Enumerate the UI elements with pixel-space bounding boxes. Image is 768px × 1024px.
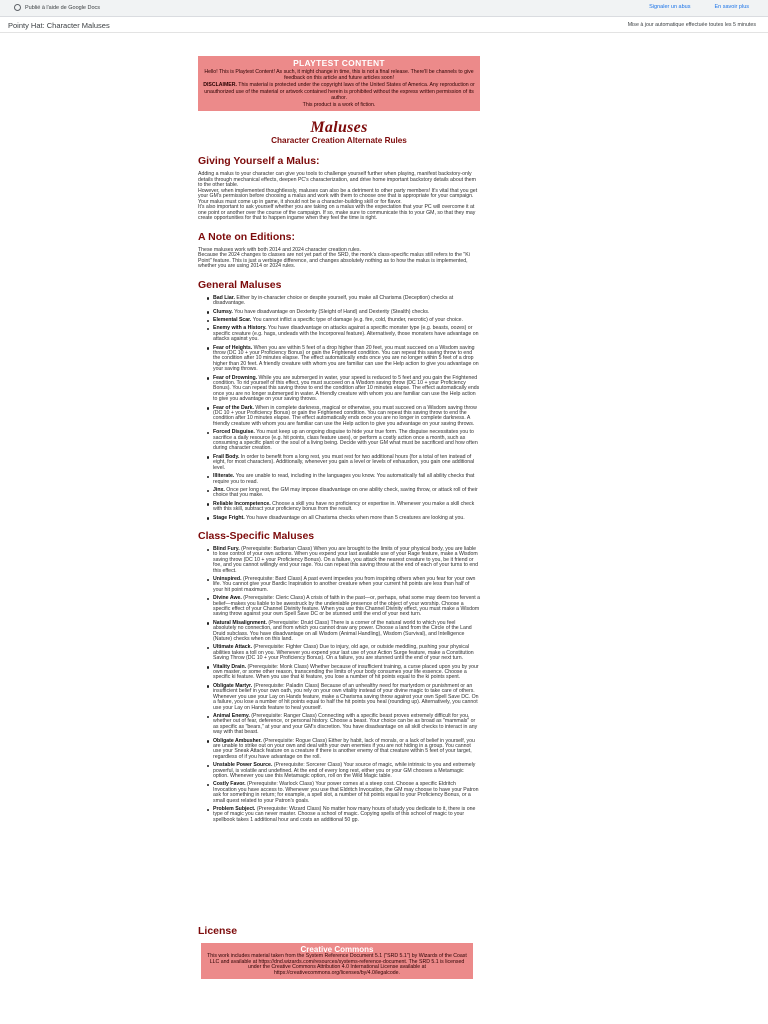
editions-paragraph: Because the 2024 changes to classes are not yet part of the SRD, the monk's class-specific malus still refers to the "Ki Point" feature. This is just a verbiage difference, and changes absolutely nothing as to how the malus is implemented, whether you are using 2014 or 2024 rules. xyxy=(198,252,470,270)
giving-paragraph: However, when implemented thoughtlessly, maluses can also be a detriment to other party members! It's vital that you get your GM's permission before choosing a malus and work with them to choose one that is appropriate for your campaign. Your malus must come up in game, it should not be a character-building skill or for flavor. xyxy=(198,187,478,205)
publish-bar xyxy=(0,0,768,17)
page-title: Maluses xyxy=(310,119,368,137)
item-text: Once per long rest, the GM may impose disadvantage on one ability check, saving throw, or attack roll of their choice that you make. xyxy=(213,486,478,499)
list-item xyxy=(213,474,480,485)
title-block xyxy=(198,119,480,146)
item-text: You are unable to read, including in the languages you know. You automatically fail all ability checks that require you to read. xyxy=(213,473,475,485)
document-header xyxy=(0,17,768,33)
list-item xyxy=(213,406,480,428)
list-item xyxy=(213,577,480,593)
item-text: (Prerequisite: Paladin Class) Because of an unhealthy need for martyrdom or punishment or an insufficient belief in your own oath, you rely on your own vitality instead of your divine magic to take care of others. Whenever you use your Lay on Hands feature, make a Charisma saving throw against your own Spell Save DC. On a failure, you lose a number of hit points equal to half the hit points you heal (rounding up). Alternatively, you cannot use your Lay on Hands feature to heal yourself. xyxy=(213,682,479,711)
item-text: (Prerequisite: Barbarian Class) When you are brought to the limits of your physical body, you are liable to lose control of your own actions. When you expend your last available use of your Rage feature, make a Wisdom saving throw (DC 10 + your Proficiency Bonus). On a failure, you attack the nearest creature to you, be it friend or foe, and you cannot willingly end your rage. You can repeat this saving throw at the end of each of your turns to end this effect. xyxy=(213,545,479,574)
item-name: Uninspired. xyxy=(213,575,242,582)
list-item xyxy=(213,684,480,711)
item-text: You have disadvantage on Dexterity (Sleight of Hand) and Dexterity (Stealth) checks. xyxy=(232,308,430,315)
item-name: Illiterate. xyxy=(213,473,235,480)
item-name: Ultimate Attack. xyxy=(213,644,253,651)
learn-more-link[interactable]: En savoir plus xyxy=(714,4,749,10)
item-text: You have disadvantage on all Charisma checks when more than 5 creatures are looking at you. xyxy=(244,514,465,521)
cc-heading: Creative Commons xyxy=(300,945,374,954)
list-item xyxy=(213,346,480,373)
disclaimer xyxy=(203,82,475,101)
item-name: Forced Disguise. xyxy=(213,429,255,436)
published-notice xyxy=(14,4,100,11)
google-docs-icon xyxy=(14,4,21,11)
item-name: Fear of Drowning. xyxy=(213,374,258,381)
item-text: (Prerequisite: Fighter Class) Due to injury, old age, or outside meddling, pushing your physical abilities takes a toll on you. Whenever you expend your last use of your Action Surge feature, make a Constitution Saving Throw (DC 10 + your Proficiency Bonus). On a failure, you are stunned until the end of your next turn. xyxy=(213,644,474,662)
item-text: While you are submerged in water, your speed is reduced to 5 feet and you gain the Frightened condition. To rid yourself of this effect, you must succeed on a Wisdom saving throw (DC 10 + your Proficiency Bonus). You can repeat this saving throw to end the condition after 10 minutes elapse. The effect automatically ends once you are no longer submerged in water. A friendly creature with whom you are familiar can use the Help action to give you advantage on your saving throws. xyxy=(213,374,480,403)
class-heading: Class-Specific Maluses xyxy=(198,529,315,542)
list-item xyxy=(213,488,480,499)
item-name: Stage Fright. xyxy=(213,514,245,521)
item-name: Costly Favor. xyxy=(213,781,246,788)
item-name: Fear of the Dark. xyxy=(213,404,254,411)
list-item xyxy=(213,516,480,521)
list-item xyxy=(213,782,480,804)
playtest-banner xyxy=(198,56,480,111)
item-name: Jinx. xyxy=(213,486,225,493)
update-note: Mise à jour automatique effectuée toutes les 5 minutes xyxy=(627,22,756,28)
item-name: Obligate Martyr. xyxy=(213,682,253,689)
editions-heading: A Note on Editions: xyxy=(198,230,296,243)
list-item xyxy=(213,739,480,761)
item-text: (Prerequisite: Rogue Class) Either by habit, lack of morals, or a lack of belief in yourself, you are unable to strike out on your own and deal with your own enemies if you are not hiding in a group. You cannot use your Sneak Attack feature on a creature if there is another enemy of that creature within 5 feet of your target, regardless of if you have advantage on the roll. xyxy=(213,737,475,760)
item-name: Blind Fury. xyxy=(213,545,240,552)
list-item xyxy=(213,455,480,471)
item-text: When in complete darkness, magical or otherwise, you must succeed on a Wisdom saving throw (DC 10 + your Proficiency Bonus) or gain the Frightened condition. You can repeat this saving throw to end the condition after 10 minutes elapse. The effect automatically ends once you are no longer in complete darkness. A friendly creature with whom you are familiar can use the Help action to give you advantage on your saving throws. xyxy=(213,404,477,427)
editions-text xyxy=(198,248,480,270)
item-name: Reliable Incompetence. xyxy=(213,500,271,507)
giving-paragraph: It's also important to ask yourself whether you are taking on a malus with the expectation that your PC will overcome it at one point or another over the course of the campaign. If so, make sure to communicate this to your GM, so that they may create opportunities for that to happen ingame when they feel the time is right. xyxy=(198,204,476,222)
list-item xyxy=(213,296,480,307)
general-list xyxy=(198,296,480,521)
item-name: Natural Misalignment. xyxy=(213,619,267,626)
editions-paragraph: These maluses work with both 2014 and 2024 character creation rules. xyxy=(198,246,361,253)
item-name: Obligate Ambusher. xyxy=(213,737,262,744)
disclaimer-label: DISCLAIMER. xyxy=(203,82,237,89)
license-section xyxy=(198,916,480,979)
item-text: In order to benefit from a long rest, you must rest for two additional hours (for a total of ten instead of eight, for most characters). Additionally, whenever you gain a level or levels of exhaustion, you gain one additional level. xyxy=(213,453,475,471)
item-name: Animal Enemy. xyxy=(213,712,250,719)
report-abuse-link[interactable]: Signaler un abus xyxy=(649,4,691,10)
list-item xyxy=(213,807,480,823)
list-item xyxy=(213,430,480,452)
list-item xyxy=(213,621,480,643)
item-name: Frail Body. xyxy=(213,453,240,460)
item-text: (Prerequisite: Druid Class) There is a corner of the natural world to which you feel absolutely no connection, and from which you cannot draw any power. Choose a land from the Circle of the Land Druid subclass. You have disadvantage on all Wisdom (Animal Handling), Wisdom (Survival), and Intelligence (Nature) checks when on this land. xyxy=(213,619,472,643)
list-item xyxy=(213,596,480,618)
item-name: Problem Subject. xyxy=(213,806,256,812)
item-text: Choose a skill you have no proficiency or expertise in. Whenever you make a skill check with this skill, subtract your proficiency bonus from the result. xyxy=(213,500,475,513)
list-item xyxy=(213,376,480,403)
item-name: Vitality Drain. xyxy=(213,663,247,670)
license-heading: License xyxy=(198,925,238,937)
item-text: (Prerequisite: Ranger Class) Connecting with a specific beast proves extremely difficult for you, whether out of fear, deference, or personal history. Choose a beast. Your choice can be as broad as "mammals" or as specific as "bears," at your and your GM's discretion. You have disadvantage on all skill checks to interact in any way with that beast. xyxy=(213,712,478,736)
list-item xyxy=(213,502,480,513)
disclaimer-text: This material is protected under the copyright laws of the United States of America. Any reproduction or unauthorized use of the material or artwork contained herein is prohibited without the express written permission of its author. xyxy=(204,82,475,101)
item-text: You cannot inflict a specific type of damage (e.g. fire, cold, thunder, necrotic) of your choice. xyxy=(251,316,464,323)
playtest-heading: PLAYTEST CONTENT xyxy=(293,58,385,68)
published-text: Publié à l'aide de Google Docs xyxy=(25,4,101,11)
list-item xyxy=(213,714,480,736)
creative-commons-banner xyxy=(201,943,473,979)
license-text: This work includes material taken from the System Reference Document 5.1 ("SRD 5.1") by Wizards of the Coast LLC and available at https://dnd.wizards.com/resources/systems-reference-document. The SRD 5.1 is licensed under the Creative Commons Attribution 4.0 International License available at https://creativecommons.org/licenses/by/4.0/legalcode. xyxy=(207,953,467,976)
list-item xyxy=(213,318,480,323)
item-text: Either by in-character choice or despite yourself, you make all Charisma (Deception) checks at disadvantage. xyxy=(213,294,454,307)
list-item xyxy=(213,326,480,342)
giving-text xyxy=(198,172,480,222)
topbar-links xyxy=(649,4,749,10)
item-name: Bad Liar. xyxy=(213,294,235,301)
list-item xyxy=(213,763,480,779)
item-name: Clumsy. xyxy=(213,308,233,315)
item-text: (Prerequisite: Wizard Class) No matter how many hours of study you dedicate to it, there is one type of magic you can never master. Choose a school of magic. Copying spells of this school of magic to your spellbook takes 1 additional hour and costs an additional 50 gp. xyxy=(213,806,476,823)
item-text: (Prerequisite: Bard Class) A past event impedes you from inspiring others when you fear for your own life. You cannot give your Bardic Inspiration to another creature when your current hit points are less than half of your hit point maximum. xyxy=(213,575,476,593)
document-title: Pointy Hat: Character Maluses xyxy=(8,21,110,30)
item-name: Enemy with a History. xyxy=(213,325,267,332)
fiction-note: This product is a work of fiction. xyxy=(302,102,376,109)
playtest-notice: Hello! This is Playtest Content! As such, it might change in time, this is not a final release. There'll be channels to give feedback on this article and future articles soon! xyxy=(204,69,474,82)
item-name: Elemental Scar. xyxy=(213,316,252,323)
item-text: When you are within 5 feet of a drop higher than 20 feet, you must succeed on a Wisdom saving throw (DC 10 + your Proficiency Bonus) or gain the Frightened condition. You can repeat this saving throw to end the condition after 10 minutes elapse. The effect automatically ends once you are no longer within 5 feet of a drop higher than 20 feet. A friendly creature with whom you are familiar can use the Help action to give you advantage on your saving throws. xyxy=(213,344,479,373)
list-item xyxy=(213,547,480,574)
list-item xyxy=(213,665,480,681)
list-item xyxy=(213,645,480,661)
item-name: Unstable Power Source. xyxy=(213,762,273,769)
item-text: (Prerequisite: Monk Class) Whether because of insufficient training, a curse placed upon you by your own master, or some other reason, transcending the limits of your body consumes your life essence. Choose a specific ki feature. When you use that ki feature, you lose a number of hit points equal to the ki points spent. xyxy=(213,663,479,681)
giving-paragraph: Adding a malus to your character can give you tools to challenge yourself further when playing, manifest backstory-only details through mechanical effects, deepen PC's characterization, and drive home important backstory details about them to the other table. xyxy=(198,171,477,189)
item-name: Fear of Heights. xyxy=(213,344,253,351)
item-text: (Prerequisite: Cleric Class) A crisis of faith in the past—or, perhaps, what some may deem too fervent a belief—makes you liable to be awestruck by the undeniable presence of the object of your worship. Choose a specific effect of your Channel Divinity feature. When you use this Channel Divinity effect, you must make a Wisdom saving throw against your own Spell Save DC or be stunned until the end of your next turn. xyxy=(213,595,480,618)
page-subtitle: Character Creation Alternate Rules xyxy=(271,136,407,146)
item-name: Divine Awe. xyxy=(213,595,242,602)
general-heading: General Maluses xyxy=(198,278,282,291)
class-list xyxy=(198,547,480,823)
item-text: You must keep up an ongoing disguise to hide your true form. The disguise necessitates you to sacrifice a daily resource (e.g. hit points, class feature uses), or perform a costly action once a month, such as consuming a specific plant or the soul of a living being. Decide with your GM what must be sacrificed and how often during character creation. xyxy=(213,429,478,452)
list-item xyxy=(213,310,480,315)
giving-heading: Giving Yourself a Malus: xyxy=(198,155,320,168)
item-text: (Prerequisite: Sorcerer Class) Your source of magic, while intrinsic to you and extremely powerful, is volatile and undefined. At the end of every long rest, either you or your GM chooses a Metamagic option. Whenever you use this Metamagic option, roll on the Wild Magic table. xyxy=(213,762,476,779)
item-text: (Prerequisite: Warlock Class) Your power comes at a steep cost. Choose a specific Eldritch Invocation you have access to. Whenever you use that Eldritch Invocation, the GM may choose to have your Patron ask for something in return; for example, a spell slot, a number of hit points equal to your Proficiency Bonus, or a small quest related to your Patron's goals. xyxy=(213,781,479,804)
document-body xyxy=(198,56,480,826)
item-text: You have disadvantage on attacks against a specific monster type (e.g. beasts, oozes) or specific creature (e.g. hags, undeads with the Incorporeal feature). Alternatively, those monsters have advantage on attacks against you. xyxy=(213,325,479,343)
